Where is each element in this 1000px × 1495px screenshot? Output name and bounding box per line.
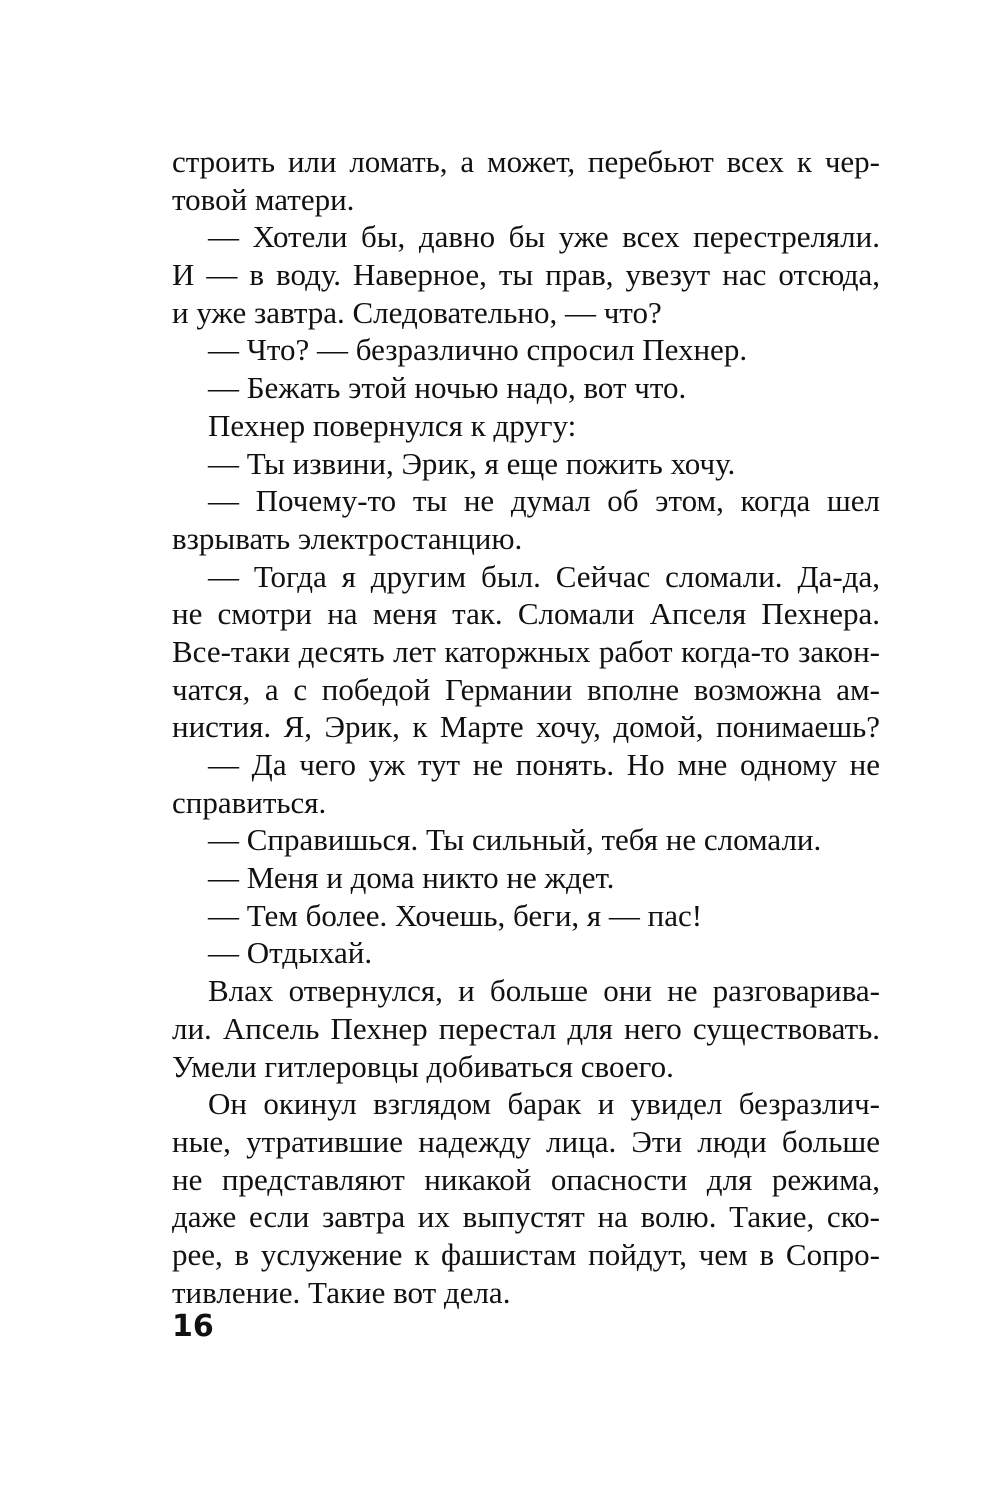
text-line: — Меня и дома никто не ждет. (208, 860, 615, 896)
text-line: — Тогда я другим был. Сейчас сломали. Да-да, (208, 558, 880, 594)
text-line: Он окинул взглядом барак и увидел безразлич- (208, 1086, 880, 1122)
text-line: рее, в услужение к фашистам пойдут, чем в Сопро- (172, 1236, 880, 1272)
text-line: товой матери. (172, 181, 355, 217)
text-line: — Тем более. Хочешь, беги, я — пас! (208, 897, 703, 933)
text-line: тивление. Такие вот дела. (172, 1274, 511, 1310)
page-number: 16 (172, 1309, 214, 1344)
text-line: ли. Апсель Пехнер перестал для него существовать. (172, 1010, 880, 1046)
text-line: не смотри на меня так. Сломали Апселя Пехнера. (172, 596, 880, 632)
text-line: даже если завтра их выпустят на волю. Такие, ско- (172, 1199, 880, 1235)
text-line: строить или ломать, а может, перебьют всех к чер- (172, 144, 880, 179)
text-line: — Почему-то ты не думал об этом, когда шел (208, 483, 880, 519)
text-line: — Отдыхай. (208, 935, 373, 971)
text-line: ные, утратившие надежду лица. Эти люди больше (172, 1123, 880, 1159)
text-line: нистия. Я, Эрик, к Марте хочу, домой, понимаешь? (172, 709, 880, 745)
text-line: справиться. (172, 784, 327, 820)
text-line: — Хотели бы, давно бы уже всех перестреляли. (208, 219, 880, 255)
text-line: Умели гитлеровцы добиваться своего. (172, 1048, 674, 1084)
text-line: Пехнер повернулся к другу: (208, 407, 577, 443)
text-line: Все-таки десять лет каторжных работ когда-то закон- (172, 633, 880, 669)
text-line: не представляют никакой опасности для режима, (172, 1161, 880, 1197)
text-line: — Что? — безразлично спросил Пехнер. (208, 332, 748, 368)
text-line: взрывать электростанцию. (172, 520, 523, 556)
text-line: чатся, а с победой Германии вполне возможна ам- (172, 671, 880, 707)
text-line: и уже завтра. Следовательно, — что? (172, 294, 662, 330)
text-line: — Ты извини, Эрик, я еще пожить хочу. (208, 445, 736, 481)
text-line: — Да чего уж тут не понять. Но мне одному не (208, 747, 880, 782)
body-text (172, 143, 880, 1311)
text-line: Влах отвернулся, и больше они не разговарива- (208, 973, 880, 1009)
text-line: — Бежать этой ночью надо, вот что. (208, 370, 687, 406)
text-line: И — в воду. Наверное, ты прав, увезут нас отсюда, (172, 257, 880, 293)
text-line: — Справишься. Ты сильный, тебя не сломали. (208, 822, 822, 858)
